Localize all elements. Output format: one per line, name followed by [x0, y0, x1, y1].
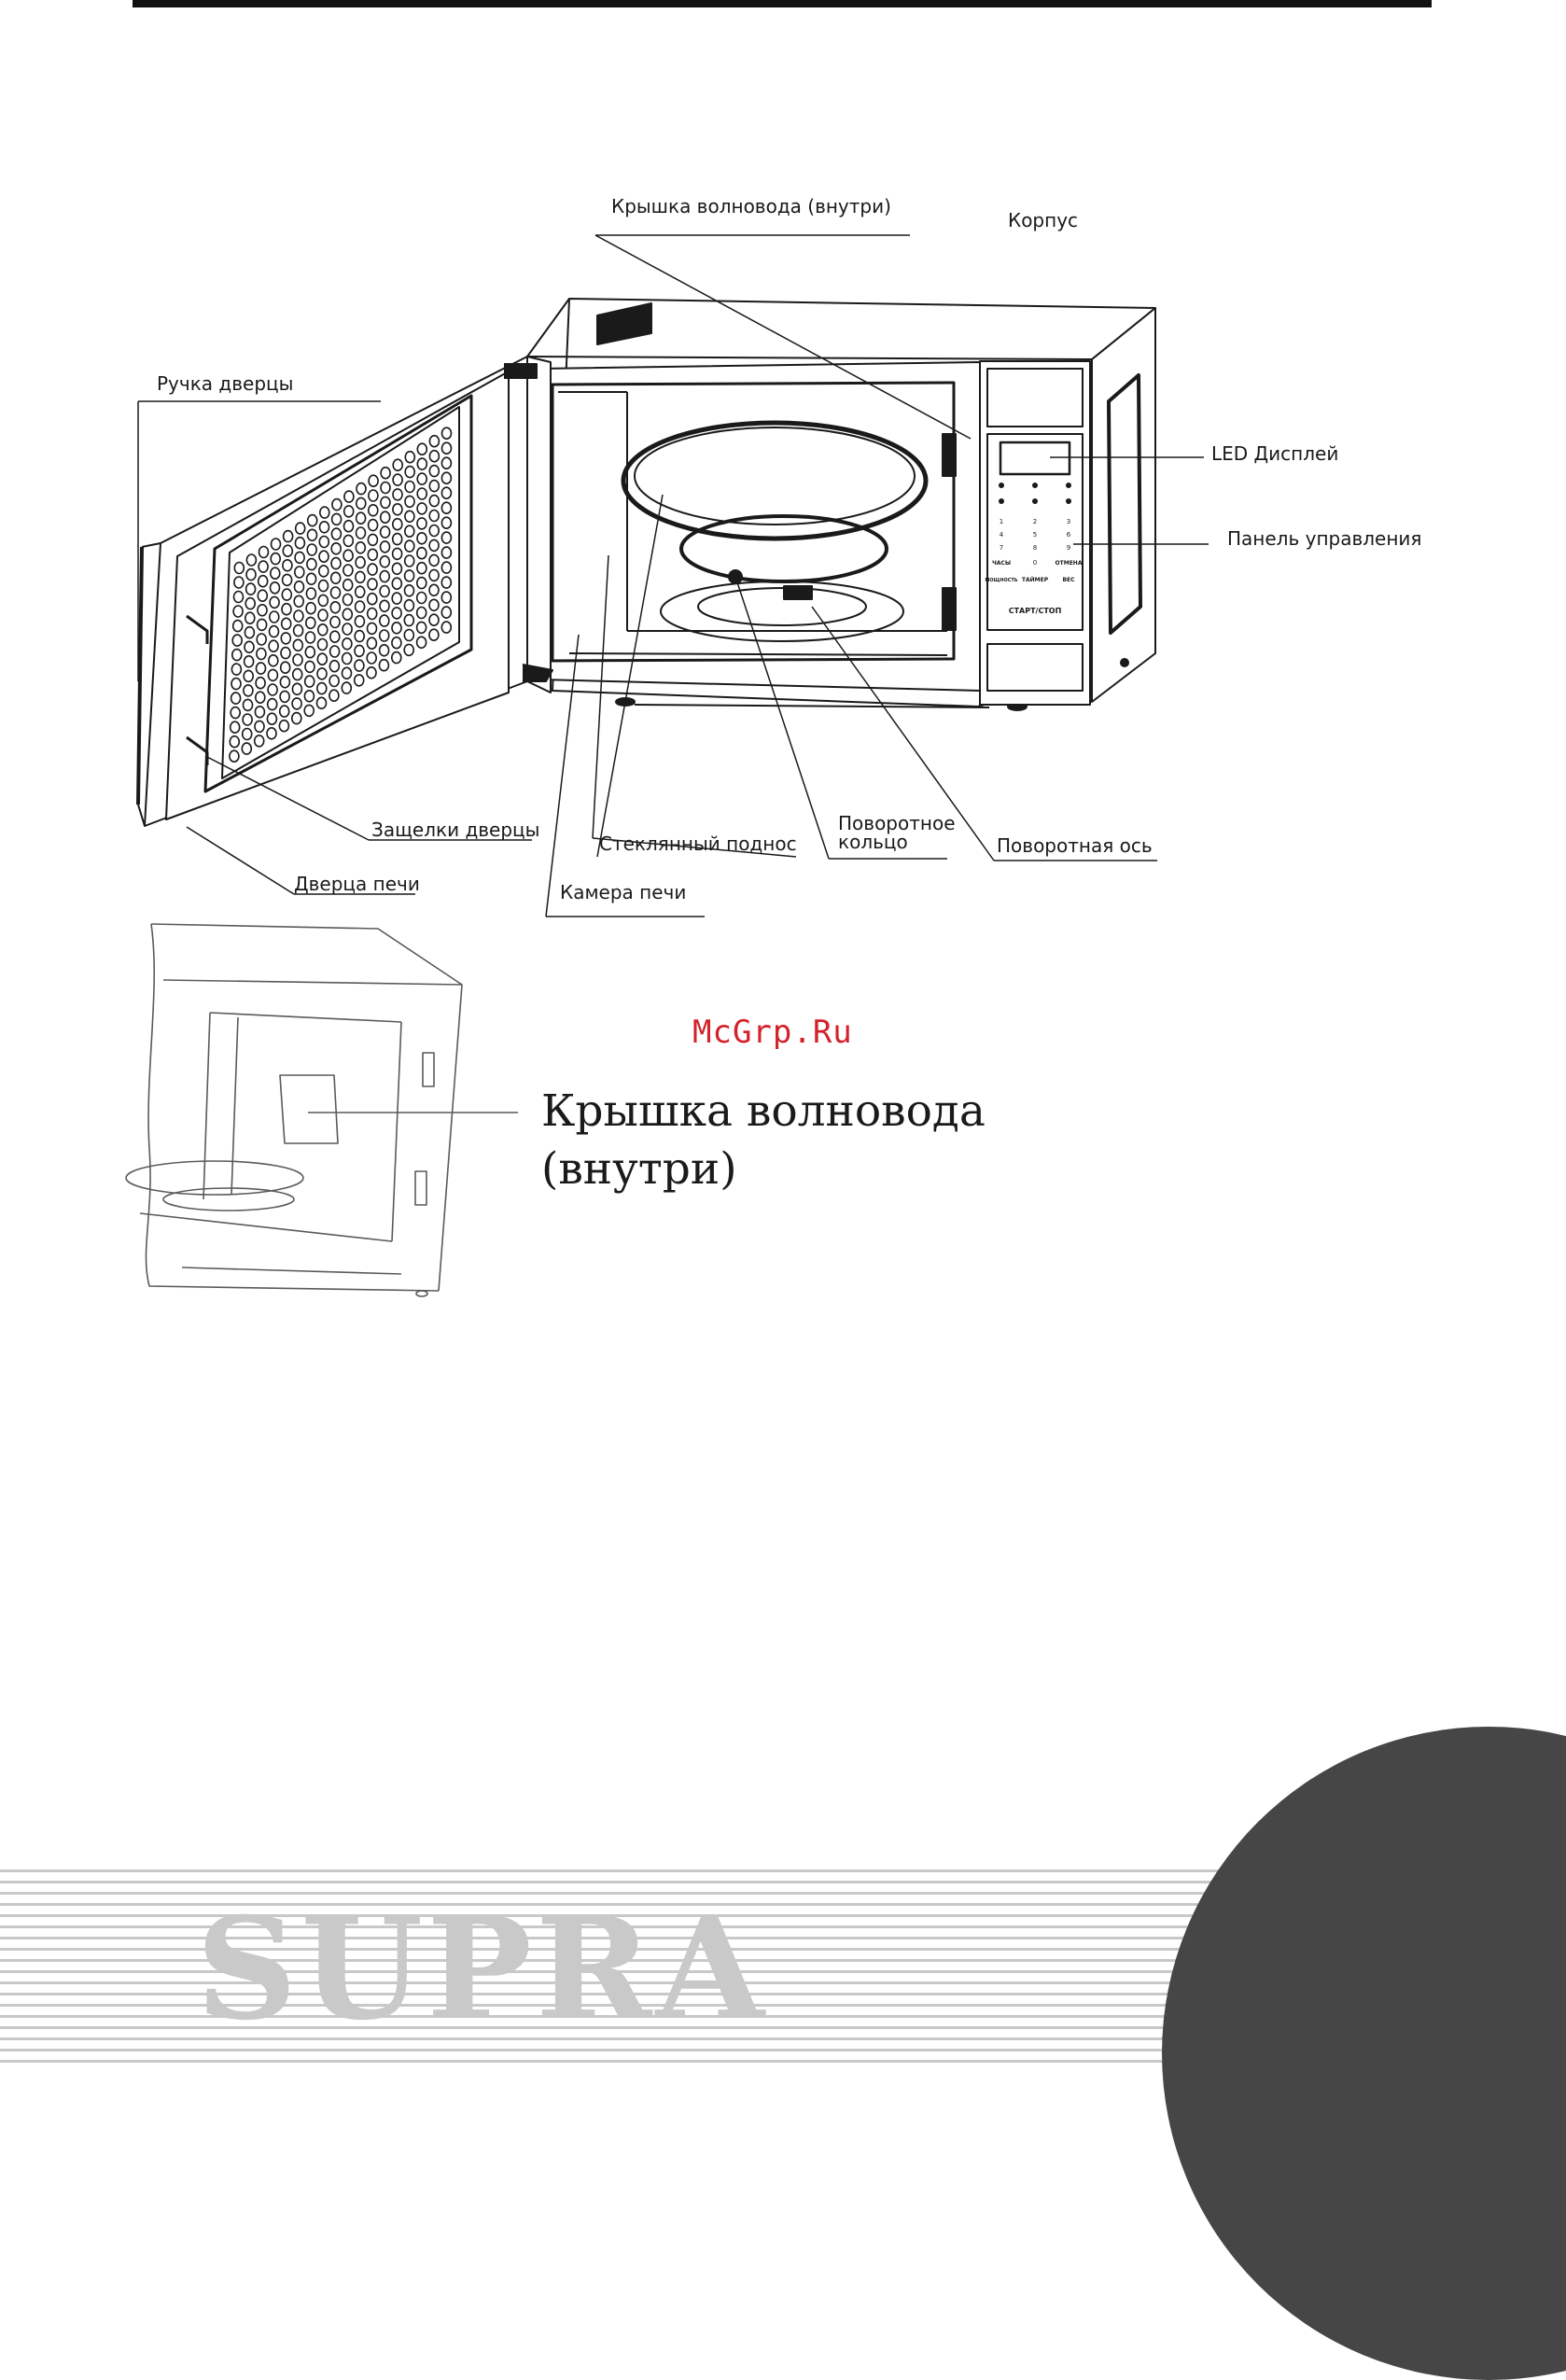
label-door-latches: Защелки дверцы — [371, 819, 540, 841]
label-rotating-ring-line1: Поворотное — [838, 812, 956, 834]
svg-text:0: 0 — [1032, 559, 1038, 567]
brand-logo: SUPRA — [196, 1887, 768, 2051]
oven-door — [138, 357, 552, 826]
label-led-display: LED Дисплей — [1211, 442, 1339, 465]
svg-text:4: 4 — [999, 531, 1004, 539]
svg-text:5: 5 — [1032, 531, 1038, 539]
svg-text:6: 6 — [1066, 531, 1071, 539]
label-rotating-ring — [838, 814, 956, 851]
label-body: Корпус — [1008, 209, 1079, 231]
waveguide-caption-line2: (внутри) — [541, 1143, 737, 1195]
label-waveguide-cover: Крышка волновода (внутри) — [611, 195, 891, 217]
waveguide-detail — [126, 924, 518, 1296]
svg-text:2: 2 — [1032, 518, 1038, 525]
waveguide-caption — [541, 1083, 986, 1198]
label-control-panel: Панель управления — [1227, 527, 1422, 550]
watermark: McGrp.Ru — [692, 1014, 853, 1051]
label-rotating-ring-line2: кольцо — [838, 831, 908, 853]
svg-text:ЧАСЫ: ЧАСЫ — [991, 560, 1012, 567]
svg-text:ОТМЕНА: ОТМЕНА — [1055, 560, 1083, 567]
svg-text:МОЩНОСТЬ: МОЩНОСТЬ — [985, 578, 1018, 583]
label-door-handle: Ручка дверцы — [157, 372, 294, 395]
waveguide-caption-line1: Крышка волновода — [541, 1085, 986, 1137]
svg-text:ВЕС: ВЕС — [1062, 577, 1075, 583]
svg-text:СТАРТ/СТОП: СТАРТ/СТОП — [1008, 607, 1062, 615]
label-oven-chamber: Камера печи — [560, 881, 687, 903]
label-rotating-axis: Поворотная ось — [997, 834, 1153, 857]
svg-text:3: 3 — [1066, 518, 1071, 525]
svg-text:7: 7 — [999, 544, 1004, 552]
svg-text:9: 9 — [1066, 544, 1071, 552]
label-glass-tray: Стеклянный поднос — [599, 833, 797, 855]
svg-text:8: 8 — [1032, 544, 1038, 552]
label-oven-door: Дверца печи — [294, 873, 420, 895]
svg-text:1: 1 — [999, 518, 1004, 525]
svg-text:ТАЙМЕР: ТАЙМЕР — [1021, 577, 1049, 583]
